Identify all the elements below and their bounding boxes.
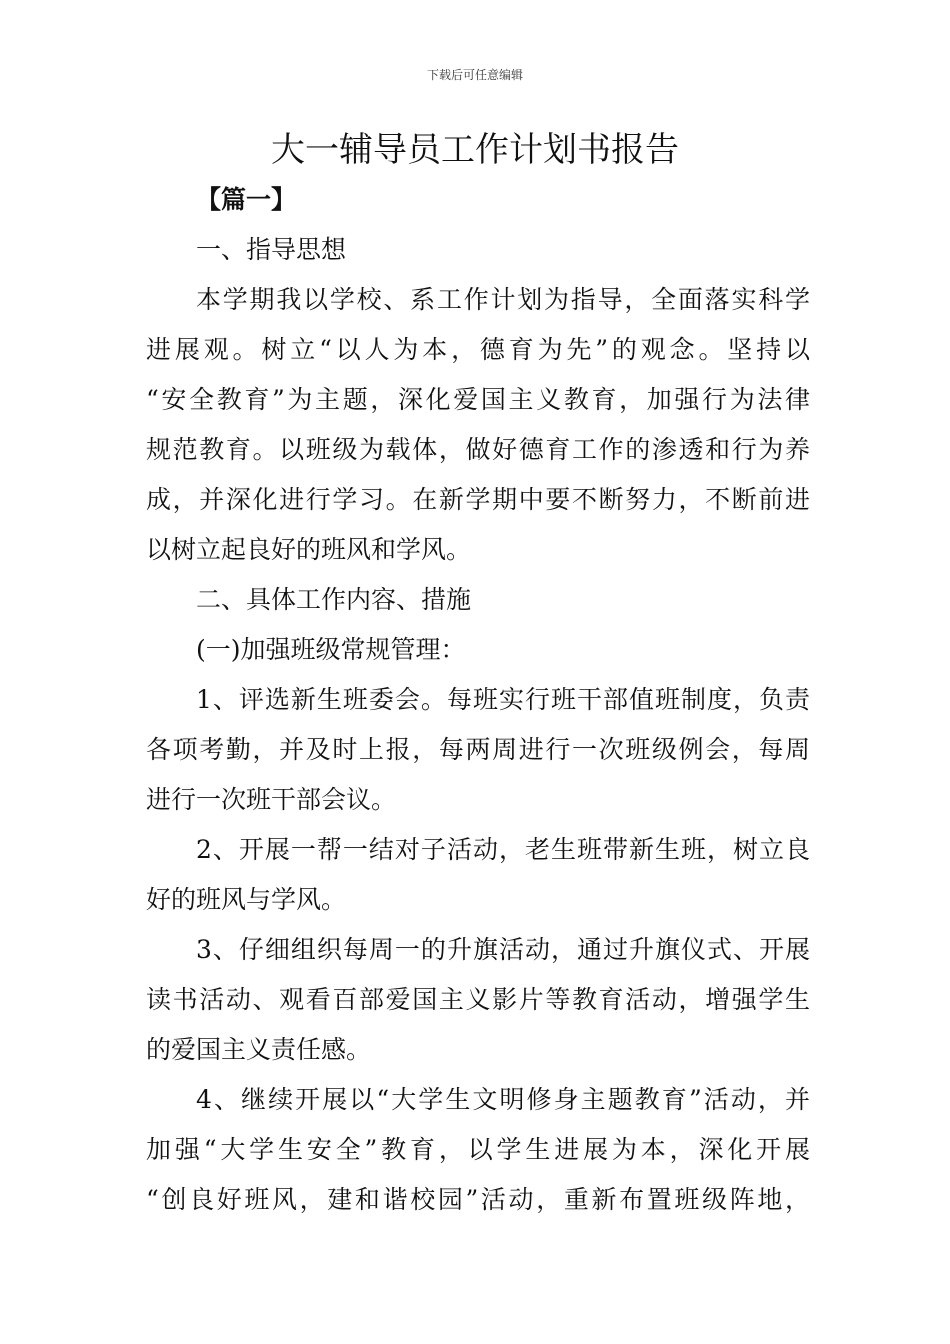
heading-2: 二、具体工作内容、措施 — [196, 585, 472, 614]
subheading-class-management — [146, 625, 810, 675]
item-4-line-3: “创良好班风，建和谐校园”活动，重新布置班级阵地， — [146, 1185, 810, 1214]
item-4-line-2: 加强“大学生安全”教育，以学生进展为本，深化开展 — [146, 1135, 810, 1164]
para-1-line-5: 成，并深化进行学习。在新学期中要不断努力，不断前进 — [146, 485, 810, 514]
para-1-line-3: “安全教育”为主题，深化爱国主义教育，加强行为法律 — [146, 385, 810, 414]
item-3-line-2: 读书活动、观看百部爱国主义影片等教育活动，增强学生 — [146, 985, 810, 1014]
item-1-line-1: 1、评选新生班委会。每班实行班干部值班制度，负责 — [196, 685, 810, 714]
page-header-note: 下载后可任意编辑 — [426, 68, 523, 82]
section-mark-block — [146, 175, 810, 225]
heading-1: 一、指导思想 — [196, 235, 347, 264]
section-mark: 【篇一】 — [196, 185, 297, 214]
item-1-line-2: 各项考勤，并及时上报，每两周进行一次班级例会，每周 — [146, 735, 810, 764]
para-1-line-2: 进展观。树立“以人为本，德育为先”的观念。坚持以 — [146, 335, 810, 364]
item-2-block — [146, 825, 810, 925]
paragraph-guiding-thought — [146, 275, 810, 575]
item-3-line-1: 3、仔细组织每周一的升旗活动，通过升旗仪式、开展 — [196, 935, 810, 964]
item-4-block — [146, 1075, 810, 1225]
para-1-line-1: 本学期我以学校、系工作计划为指导，全面落实科学 — [196, 285, 810, 314]
item-2-line-1: 2、开展一帮一结对子活动，老生班带新生班，树立良 — [196, 835, 810, 864]
para-1-line-6: 以树立起良好的班风和学风。 — [146, 535, 472, 564]
heading-work-content — [146, 575, 810, 625]
heading-guiding-thought — [146, 225, 810, 275]
item-1-line-3: 进行一次班干部会议。 — [146, 785, 397, 814]
item-2-line-2: 好的班风与学风。 — [146, 885, 347, 914]
item-1-block — [146, 675, 810, 825]
document-title: 大一辅导员工作计划书报告 — [271, 130, 679, 170]
item-3-block — [146, 925, 810, 1075]
subheading-1: (一)加强班级常规管理： — [196, 635, 466, 664]
item-3-line-3: 的爱国主义责任感。 — [146, 1035, 372, 1064]
item-4-line-1: 4、继续开展以“大学生文明修身主题教育”活动，并 — [196, 1085, 810, 1114]
para-1-line-4: 规范教育。以班级为载体，做好德育工作的渗透和行为养 — [146, 435, 810, 464]
